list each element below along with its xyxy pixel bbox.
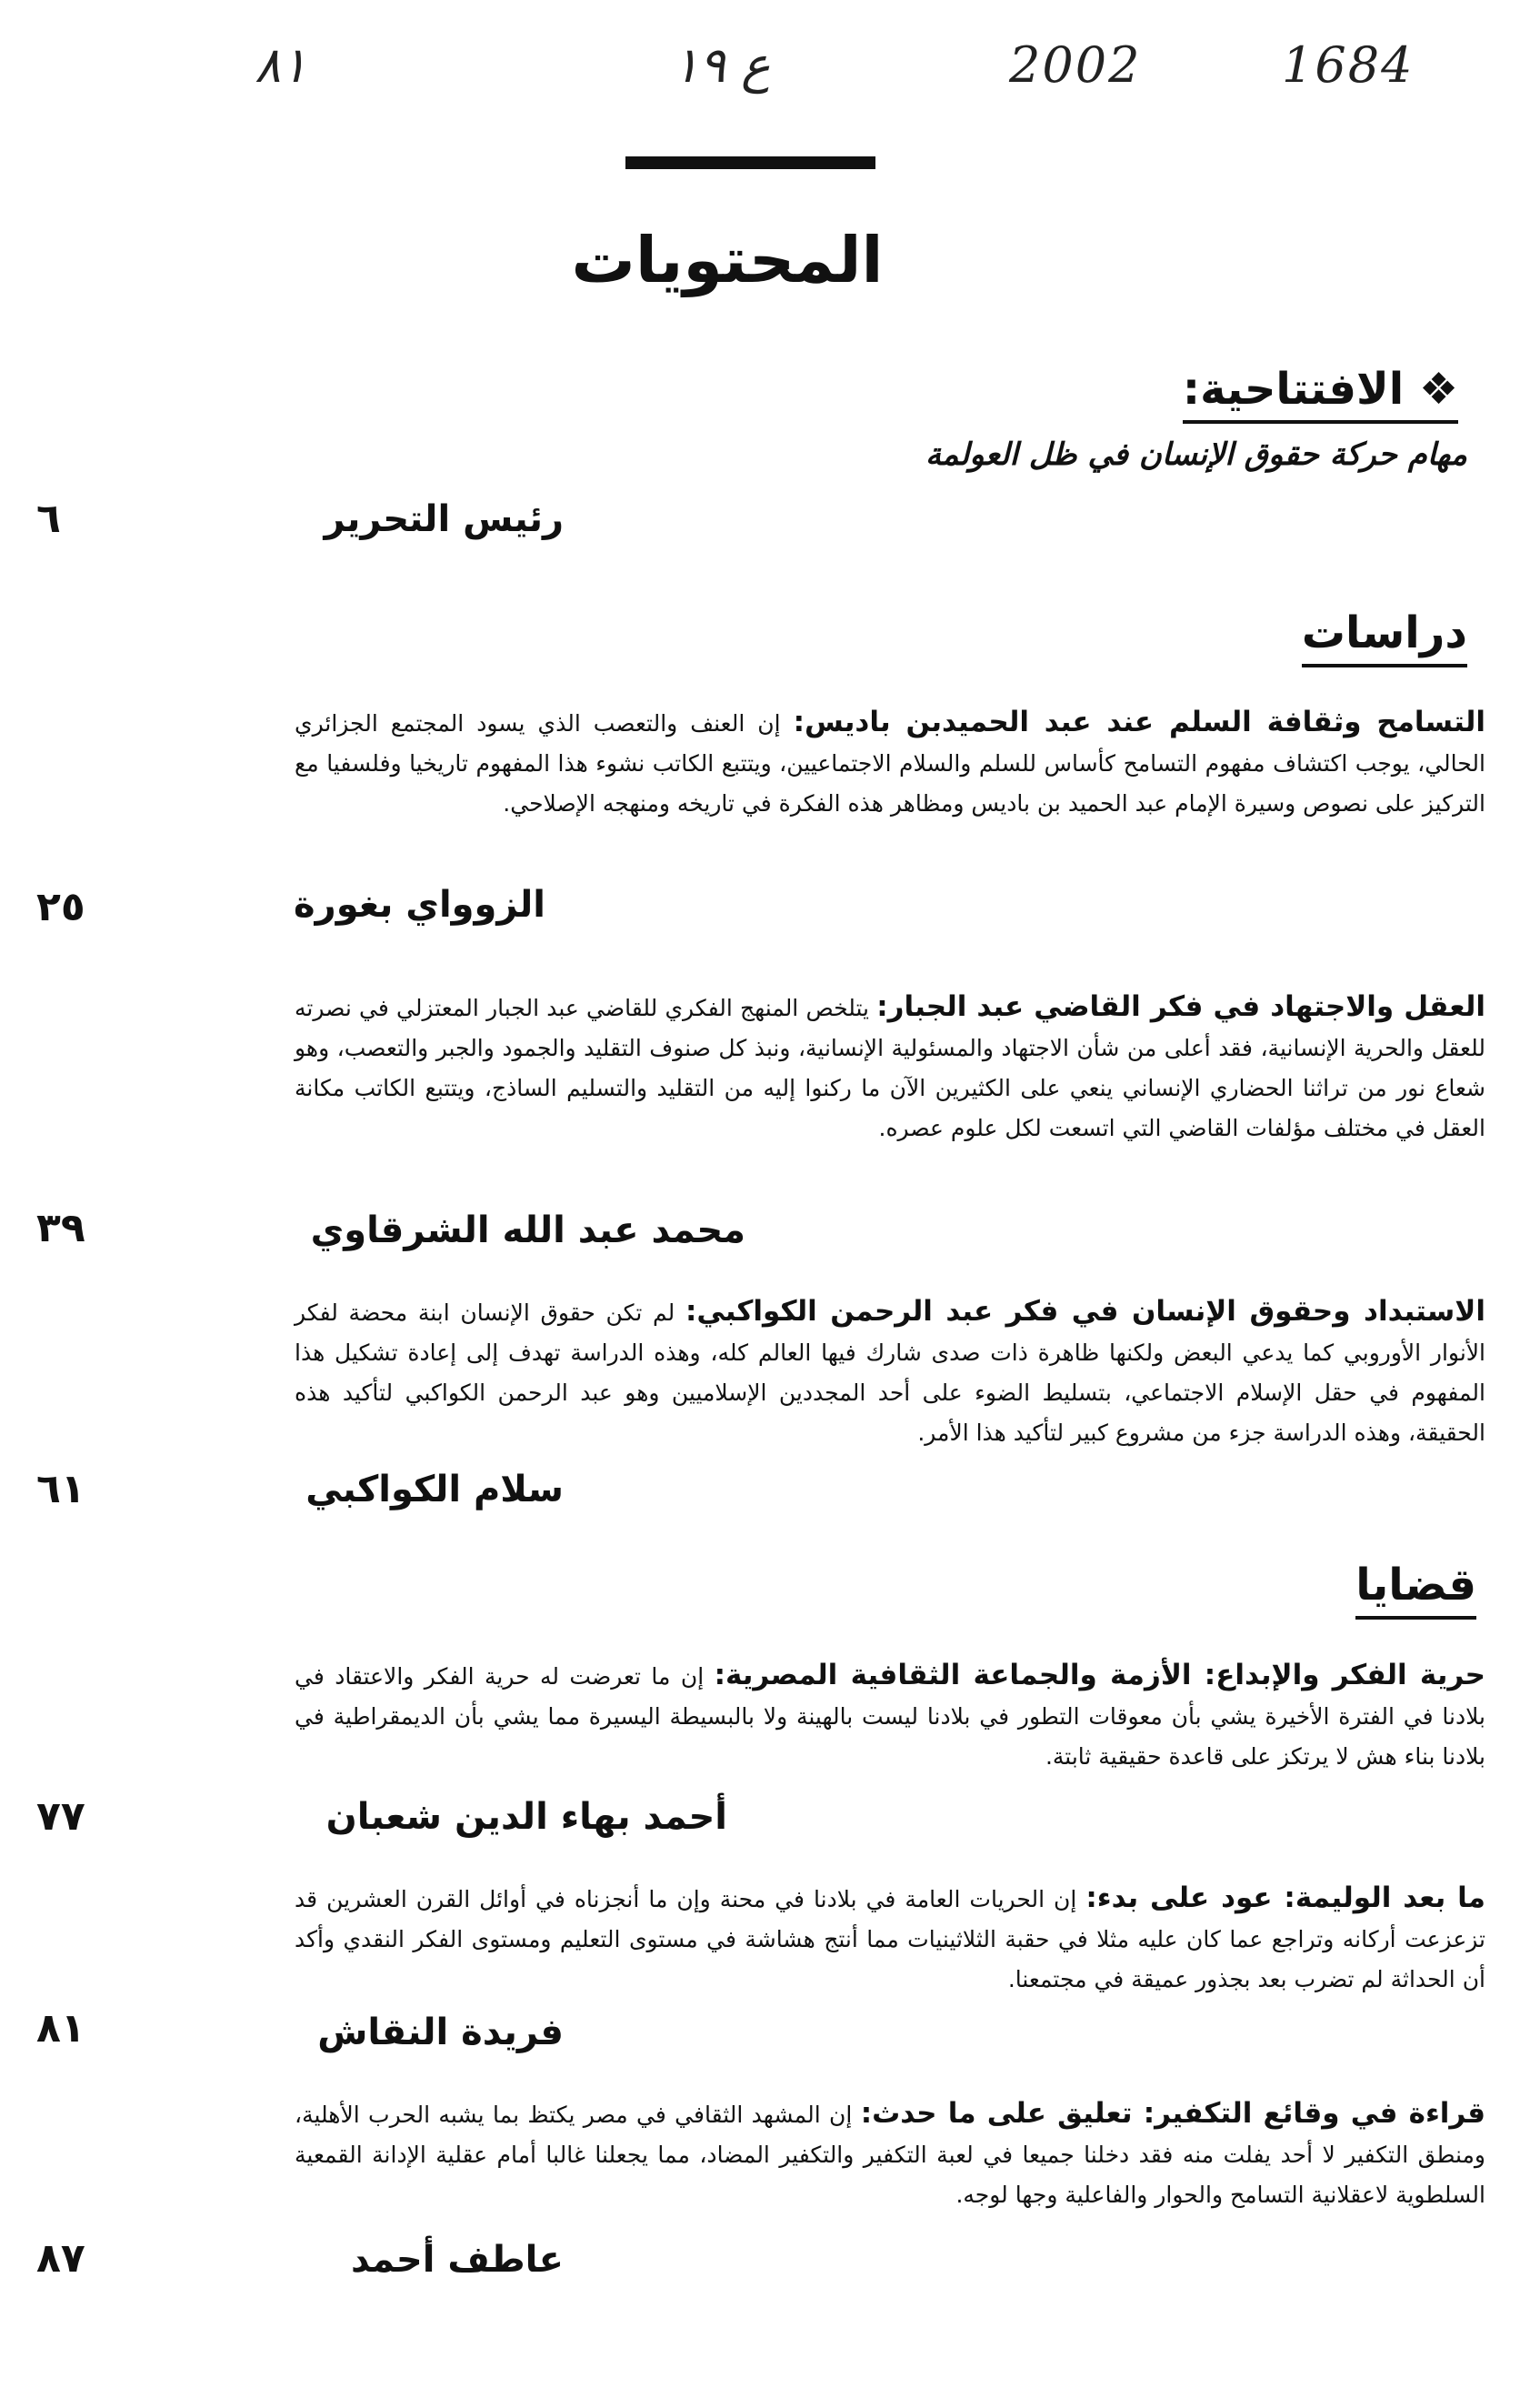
- toc-entry-page: ٧٧: [36, 1793, 85, 1840]
- toc-entry-title: الاستبداد وحقوق الإنسان في فكر عبد الرحمن الكواكبي:: [685, 1295, 1485, 1328]
- handwritten-note-2: ع ۱۹: [673, 36, 771, 94]
- toc-entry-desc: إن ما تعرضت له حرية الفكر والاعتقاد في بلادنا في الفترة الأخيرة يشي بأن معوقات التطور في بلادنا ليست بالهينة ولا بالبسيطة اليسيرة مما يشي بأن الديمقراطية في بلادنا بناء هش لا يرتكز على قاعدة حقيقية ثابتة.: [295, 1663, 1485, 1770]
- toc-entry-title: قراءة في وقائع التكفير: تعليق على ما حدث:: [860, 2097, 1486, 2130]
- toc-entry-title: حرية الفكر والإبداع: الأزمة والجماعة الثقافية المصرية:: [714, 1659, 1485, 1691]
- toc-entry-author: أحمد بهاء الدين شعبان: [325, 1796, 727, 1838]
- title-rule: [625, 156, 875, 169]
- toc-entry-page: ٨٧: [36, 2235, 85, 2282]
- toc-entry-author: سلام الكواكبي: [305, 1469, 564, 1510]
- section-heading-issues: قضايا: [1355, 1560, 1476, 1620]
- toc-entry-text: [295, 1655, 1485, 1777]
- toc-entry-title: التسامح وثقافة السلم عند عبد الحميدبن باديس:: [793, 706, 1486, 738]
- toc-entry-desc: إن العنف والتعصب الذي يسود المجتمع الجزائري الحالي، يوجب اكتشاف مفهوم التسامح كأساس للسلم والسلام الاجتماعيين، ويتتبع الكاتب نشوء هذا المفهوم تاريخيا وفلسفيا مع التركيز على نصوص وسيرة الإمام عبد الحميد بن باديس ومظاهر هذه الفكرة في تاريخه ومنهجه الإصلاحي.: [295, 710, 1485, 817]
- toc-entry-page: ٣٩: [36, 1205, 85, 1251]
- handwritten-note-3: 2002: [1009, 36, 1142, 94]
- section-heading-studies: دراسات: [1302, 607, 1467, 667]
- toc-entry-title: ما بعد الوليمة: عود على بدء:: [1085, 1881, 1485, 1914]
- section-heading-opening: ❖ الافتتاحية:: [1183, 364, 1458, 424]
- toc-entry-author: الزوواي بغورة: [294, 884, 545, 926]
- toc-entry-text: [295, 987, 1485, 1149]
- toc-entry-text: [295, 1291, 1485, 1453]
- toc-entry-page: ٨١: [36, 2005, 85, 2052]
- toc-entry-page: ٦١: [36, 1466, 85, 1512]
- toc-entry-page: ٢٥: [36, 884, 85, 930]
- opening-page-number: ٦: [36, 496, 61, 542]
- toc-entry-title: العقل والاجتهاد في فكر القاضي عبد الجبار:: [876, 990, 1485, 1023]
- toc-entry-text: [295, 1878, 1485, 2000]
- toc-entry-desc: إن الحريات العامة في بلادنا في محنة وإن ما أنجزناه في أوائل القرن العشرين قد تزعزعت أركانه وتراجع عما كان عليه مثلا في حقبة الثلاثينيات مما أنتج هشاشة في مستوى التعليم ومستوى الفكر النقدي وأكد أن الحداثة لم تضرب بعد بجذور عميقة في مجتمعنا.: [295, 1886, 1485, 1992]
- handwritten-note-1: ۸۱: [255, 36, 308, 94]
- toc-entry-author: عاطف أحمد: [350, 2239, 564, 2281]
- opening-author: رئيس التحرير: [324, 498, 564, 540]
- toc-entry-author: محمد عبد الله الشرقاوي: [310, 1209, 745, 1251]
- opening-article-title: مهام حركة حقوق الإنسان في ظل العولمة: [925, 436, 1467, 473]
- handwritten-note-4: 1684: [1282, 36, 1415, 94]
- toc-entry-text: [295, 2093, 1485, 2215]
- toc-entry-desc: يتلخص المنهج الفكري للقاضي عبد الجبار المعتزلي في نصرته للعقل والحرية الإنسانية، فقد أعلى من شأن الاجتهاد والمسئولية الإنسانية، ونبذ كل صنوف التقليد والجمود والجبر والتعصب، وهو شعاع نور من تراثنا الحضاري الإنساني ينعي على الكثيرين الآن ما ركنوا إليه من التقليد والتسليم الساذج، ويتتبع الكاتب مكانة العقل في مختلف مؤلفات القاضي التي اتسعت لكل علوم عصره.: [295, 995, 1485, 1141]
- toc-entry-desc: إن المشهد الثقافي في مصر يكتظ بما يشبه الحرب الأهلية، ومنطق التكفير لا أحد يفلت منه فقد دخلنا جميعا في لعبة التكفير والتكفير المضاد، مما يجعلنا غالبا أمام عقلية الإدانة القمعية السلطوية لاعقلانية التسامح والحوار والفاعلية وجها لوجه.: [295, 2102, 1485, 2208]
- page-title: المحتويات: [571, 223, 884, 297]
- toc-entry-desc: لم تكن حقوق الإنسان ابنة محضة لفكر الأنوار الأوروبي كما يدعي البعض ولكنها ظاهرة ذات صدى شارك فيها العالم كله، وهذه الدراسة تهدف إلى إعادة تشكيل هذا المفهوم في حقل الإسلام الاجتماعي، بتسليط الضوء على أحد المجددين الإسلاميين وهو عبد الرحمن الكواكبي لتأكيد هذه الحقيقة، وهذه الدراسة جزء من مشروع كبير لتأكيد هذا الأمر.: [295, 1299, 1485, 1446]
- toc-entry-text: [295, 702, 1485, 824]
- toc-entry-author: فريدة النقاش: [317, 2012, 564, 2053]
